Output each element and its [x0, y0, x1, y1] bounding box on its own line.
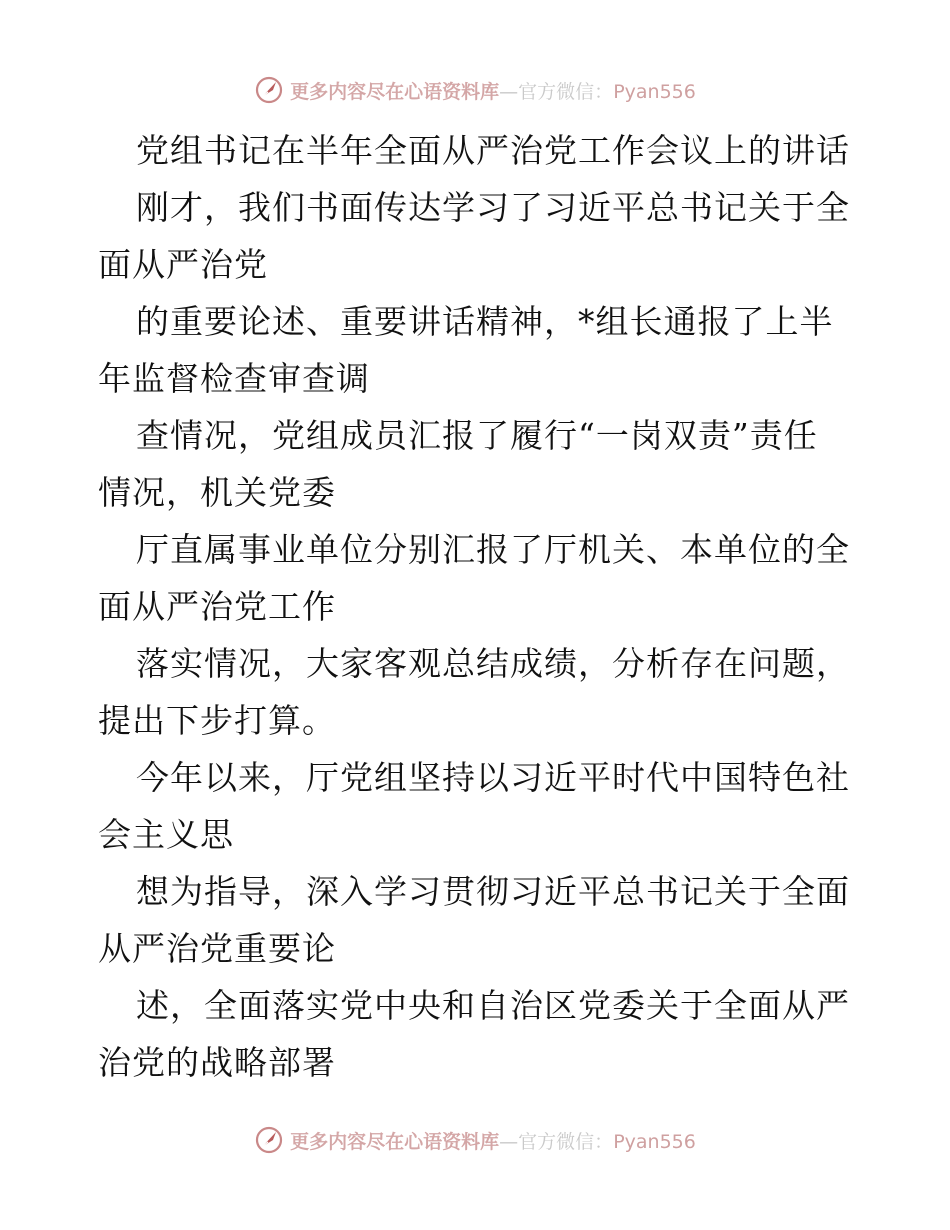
text-line: 落实情况，大家客观总结成绩，分析存在问题，: [136, 644, 850, 683]
watermark-footer: [0, 1122, 950, 1158]
watermark-main: 更多内容尽在心语资料库: [290, 1130, 500, 1153]
watermark-id: Pyan556: [613, 80, 696, 103]
watermark-dash: —: [499, 80, 519, 103]
watermark-main: 更多内容尽在心语资料库: [290, 80, 500, 103]
watermark-text: [290, 77, 696, 104]
text-line: 今年以来，厅党组坚持以习近平时代中国特色社: [136, 758, 850, 797]
text-line: 年监督检查审查调: [98, 359, 370, 398]
watermark-text: [290, 1127, 696, 1154]
text-line: 面从严治党: [98, 245, 268, 284]
watermark-sub: 官方微信：: [518, 80, 614, 103]
text-line: 提出下步打算。: [98, 701, 336, 740]
text-line: 刚才，我们书面传达学习了习近平总书记关于全: [136, 188, 850, 227]
document-body: [98, 122, 858, 1091]
document-title: 党组书记在半年全面从严治党工作会议上的讲话: [136, 131, 850, 170]
text-line: 厅直属事业单位分别汇报了厅机关、本单位的全: [136, 530, 850, 569]
watermark-header: [0, 72, 950, 108]
text-line: 想为指导，深入学习贯彻习近平总书记关于全面: [136, 872, 850, 911]
watermark-sub: 官方微信：: [518, 1130, 614, 1153]
quill-logo-icon: [254, 75, 284, 105]
text-line: 从严治党重要论: [98, 929, 336, 968]
text-line: 的重要论述、重要讲话精神，*组长通报了上半: [136, 302, 834, 341]
text-line: 述，全面落实党中央和自治区党委关于全面从严: [136, 986, 850, 1025]
quill-logo-icon: [254, 1125, 284, 1155]
text-line: 情况，机关党委: [98, 473, 336, 512]
text-line: 面从严治党工作: [98, 587, 336, 626]
text-line: 查情况，党组成员汇报了履行“一岗双责”责任: [136, 416, 818, 455]
text-line: 会主义思: [98, 815, 234, 854]
watermark-id: Pyan556: [613, 1130, 696, 1153]
text-line: 治党的战略部署: [98, 1043, 336, 1082]
watermark-dash: —: [499, 1130, 519, 1153]
